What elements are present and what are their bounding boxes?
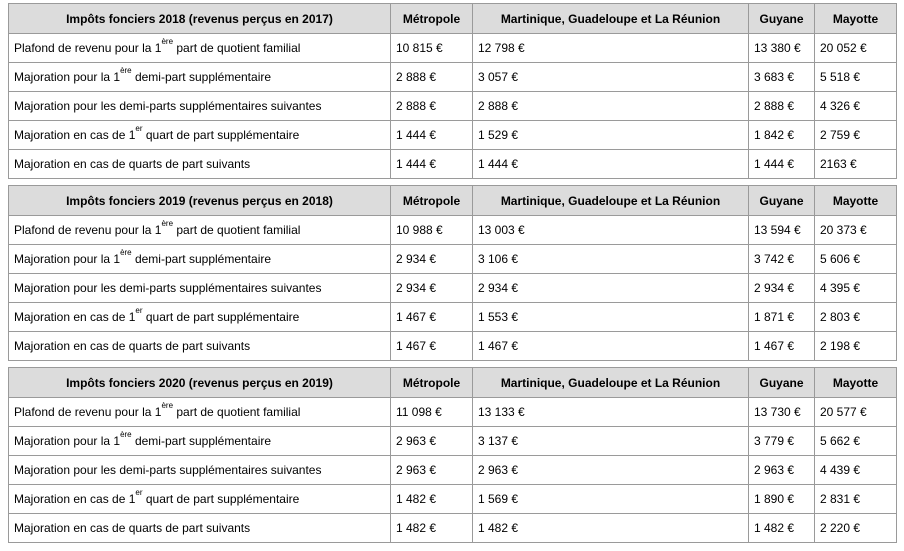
value-cell: 3 742 € bbox=[749, 245, 815, 274]
column-header-metropole: Métropole bbox=[391, 186, 473, 216]
value-cell: 5 662 € bbox=[815, 427, 897, 456]
row-label: Majoration pour la 1ère demi-part supplémentaire bbox=[9, 63, 391, 92]
value-cell: 2 963 € bbox=[749, 456, 815, 485]
value-cell: 13 380 € bbox=[749, 34, 815, 63]
table-row bbox=[9, 216, 897, 245]
value-cell: 2 759 € bbox=[815, 121, 897, 150]
value-cell: 2 888 € bbox=[749, 92, 815, 121]
value-cell: 1 890 € bbox=[749, 485, 815, 514]
value-cell: 2 963 € bbox=[391, 427, 473, 456]
table-row bbox=[9, 485, 897, 514]
value-cell: 2 963 € bbox=[473, 456, 749, 485]
value-cell: 1 444 € bbox=[473, 150, 749, 179]
value-cell: 2 963 € bbox=[391, 456, 473, 485]
section-title: Impôts fonciers 2019 (revenus perçus en 2018) bbox=[9, 186, 391, 216]
value-cell: 3 683 € bbox=[749, 63, 815, 92]
value-cell: 2 803 € bbox=[815, 303, 897, 332]
table-row bbox=[9, 514, 897, 543]
table-row bbox=[9, 274, 897, 303]
value-cell: 1 444 € bbox=[391, 121, 473, 150]
value-cell: 1 444 € bbox=[749, 150, 815, 179]
table-header-row bbox=[9, 186, 897, 216]
value-cell: 2 934 € bbox=[391, 245, 473, 274]
column-header-dom: Martinique, Guadeloupe et La Réunion bbox=[473, 4, 749, 34]
column-header-mayotte: Mayotte bbox=[815, 368, 897, 398]
column-header-metropole: Métropole bbox=[391, 368, 473, 398]
column-header-dom: Martinique, Guadeloupe et La Réunion bbox=[473, 368, 749, 398]
value-cell: 1 467 € bbox=[749, 332, 815, 361]
value-cell: 3 779 € bbox=[749, 427, 815, 456]
value-cell: 4 326 € bbox=[815, 92, 897, 121]
value-cell: 1 529 € bbox=[473, 121, 749, 150]
value-cell: 2 831 € bbox=[815, 485, 897, 514]
tax-table-2018 bbox=[8, 3, 897, 179]
column-header-guyane: Guyane bbox=[749, 186, 815, 216]
row-label: Majoration pour les demi-parts supplémentaires suivantes bbox=[9, 274, 391, 303]
value-cell: 1 444 € bbox=[391, 150, 473, 179]
table-row bbox=[9, 92, 897, 121]
value-cell: 3 106 € bbox=[473, 245, 749, 274]
row-label: Majoration pour les demi-parts supplémentaires suivantes bbox=[9, 456, 391, 485]
value-cell: 2 888 € bbox=[391, 63, 473, 92]
column-header-mayotte: Mayotte bbox=[815, 4, 897, 34]
value-cell: 11 098 € bbox=[391, 398, 473, 427]
section-title: Impôts fonciers 2020 (revenus perçus en 2019) bbox=[9, 368, 391, 398]
value-cell: 20 577 € bbox=[815, 398, 897, 427]
column-header-guyane: Guyane bbox=[749, 4, 815, 34]
value-cell: 1 482 € bbox=[391, 485, 473, 514]
value-cell: 1 467 € bbox=[473, 332, 749, 361]
value-cell: 10 988 € bbox=[391, 216, 473, 245]
tax-table-2020 bbox=[8, 367, 897, 543]
value-cell: 1 467 € bbox=[391, 332, 473, 361]
row-label: Majoration pour la 1ère demi-part supplémentaire bbox=[9, 427, 391, 456]
table-row bbox=[9, 150, 897, 179]
value-cell: 1 842 € bbox=[749, 121, 815, 150]
table-row bbox=[9, 121, 897, 150]
value-cell: 13 003 € bbox=[473, 216, 749, 245]
value-cell: 4 439 € bbox=[815, 456, 897, 485]
value-cell: 13 133 € bbox=[473, 398, 749, 427]
row-label: Majoration en cas de 1er quart de part supplémentaire bbox=[9, 303, 391, 332]
value-cell: 2 888 € bbox=[391, 92, 473, 121]
column-header-guyane: Guyane bbox=[749, 368, 815, 398]
row-label: Majoration en cas de quarts de part suivants bbox=[9, 514, 391, 543]
value-cell: 10 815 € bbox=[391, 34, 473, 63]
value-cell: 1 553 € bbox=[473, 303, 749, 332]
table-row bbox=[9, 332, 897, 361]
value-cell: 1 467 € bbox=[391, 303, 473, 332]
value-cell: 2163 € bbox=[815, 150, 897, 179]
table-row bbox=[9, 63, 897, 92]
value-cell: 13 594 € bbox=[749, 216, 815, 245]
value-cell: 20 373 € bbox=[815, 216, 897, 245]
table-row bbox=[9, 34, 897, 63]
row-label: Majoration en cas de 1er quart de part supplémentaire bbox=[9, 485, 391, 514]
row-label: Majoration pour la 1ère demi-part supplémentaire bbox=[9, 245, 391, 274]
row-label: Majoration en cas de quarts de part suivants bbox=[9, 150, 391, 179]
value-cell: 2 934 € bbox=[473, 274, 749, 303]
value-cell: 5 518 € bbox=[815, 63, 897, 92]
section-title: Impôts fonciers 2018 (revenus perçus en 2017) bbox=[9, 4, 391, 34]
value-cell: 4 395 € bbox=[815, 274, 897, 303]
table-row bbox=[9, 456, 897, 485]
value-cell: 1 482 € bbox=[473, 514, 749, 543]
value-cell: 12 798 € bbox=[473, 34, 749, 63]
column-header-dom: Martinique, Guadeloupe et La Réunion bbox=[473, 186, 749, 216]
row-label: Plafond de revenu pour la 1ère part de quotient familial bbox=[9, 34, 391, 63]
value-cell: 2 198 € bbox=[815, 332, 897, 361]
table-header-row bbox=[9, 4, 897, 34]
value-cell: 3 057 € bbox=[473, 63, 749, 92]
value-cell: 2 934 € bbox=[749, 274, 815, 303]
table-row bbox=[9, 398, 897, 427]
row-label: Majoration en cas de quarts de part suivants bbox=[9, 332, 391, 361]
table-row bbox=[9, 303, 897, 332]
row-label: Plafond de revenu pour la 1ère part de quotient familial bbox=[9, 216, 391, 245]
table-row bbox=[9, 245, 897, 274]
value-cell: 5 606 € bbox=[815, 245, 897, 274]
value-cell: 3 137 € bbox=[473, 427, 749, 456]
value-cell: 2 888 € bbox=[473, 92, 749, 121]
tax-table-2019 bbox=[8, 185, 897, 361]
table-header-row bbox=[9, 368, 897, 398]
value-cell: 1 569 € bbox=[473, 485, 749, 514]
value-cell: 2 934 € bbox=[391, 274, 473, 303]
row-label: Majoration en cas de 1er quart de part supplémentaire bbox=[9, 121, 391, 150]
column-header-metropole: Métropole bbox=[391, 4, 473, 34]
value-cell: 1 482 € bbox=[391, 514, 473, 543]
value-cell: 20 052 € bbox=[815, 34, 897, 63]
value-cell: 1 871 € bbox=[749, 303, 815, 332]
table-row bbox=[9, 427, 897, 456]
row-label: Majoration pour les demi-parts supplémentaires suivantes bbox=[9, 92, 391, 121]
value-cell: 2 220 € bbox=[815, 514, 897, 543]
column-header-mayotte: Mayotte bbox=[815, 186, 897, 216]
value-cell: 13 730 € bbox=[749, 398, 815, 427]
row-label: Plafond de revenu pour la 1ère part de quotient familial bbox=[9, 398, 391, 427]
value-cell: 1 482 € bbox=[749, 514, 815, 543]
